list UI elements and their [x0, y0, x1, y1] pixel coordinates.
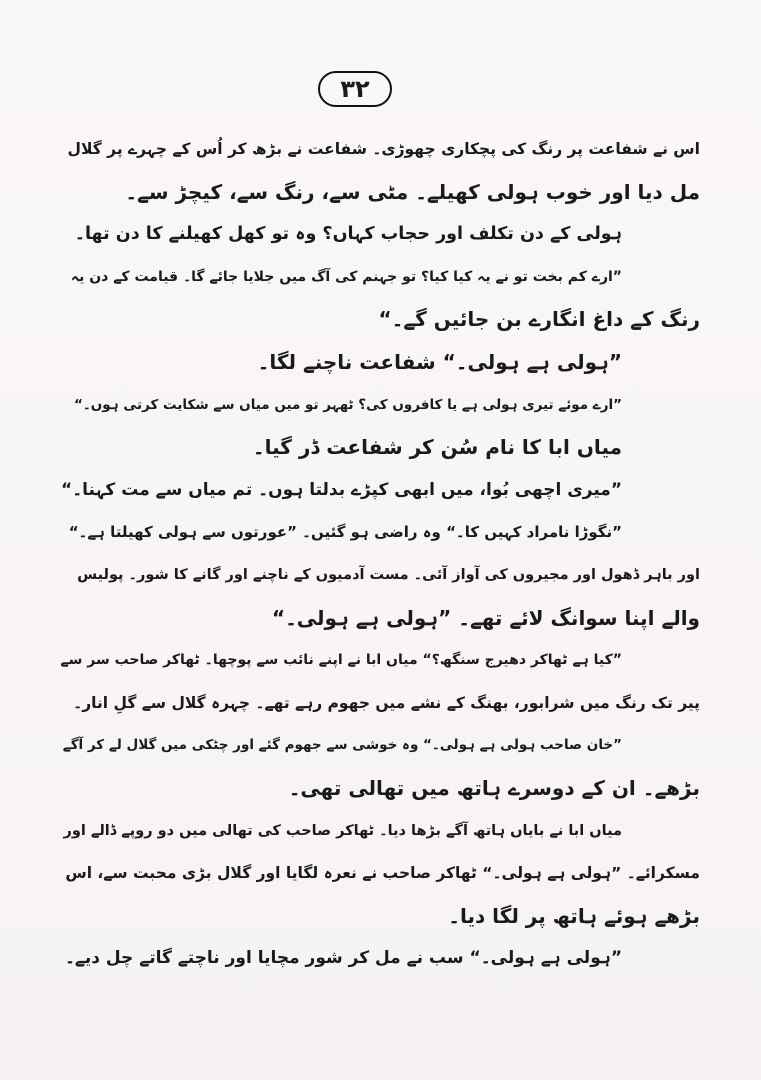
- text-line: بڑھے ہوئے ہاتھ پر لگا دیا۔: [448, 903, 700, 928]
- text-line: مل دیا اور خوب ہولی کھیلے۔ مٹی سے، رنگ سے، کیچڑ سے۔: [125, 179, 700, 204]
- text-line: رنگ کے داغ انگارے بن جائیں گے۔“: [378, 307, 700, 332]
- text-line: ”نگوڑا نامراد کہیں کا۔“ وہ راضی ہو گئیں۔ ”عورتوں سے ہولی کھیلتا ہے۔“: [68, 523, 622, 542]
- text-line: ”میری اچھی بُوا، میں ابھی کپڑے بدلتا ہوں۔ تم میاں سے مت کہنا۔“: [61, 479, 622, 500]
- text-line: والے اپنا سوانگ لائے تھے۔ ”ہولی ہے ہولی۔“: [271, 605, 700, 630]
- text-line: مسکرائے۔ ”ہولی ہے ہولی۔“ ٹھاکر صاحب نے نعرہ لگایا اور گلال بڑی محبت سے، اس: [65, 864, 700, 883]
- text-line: اور باہر ڈھول اور مجیروں کی آواز آئی۔ مست آدمیوں کے ناچنے اور گانے کا شور۔ پولیس: [77, 566, 700, 583]
- page-number-badge: ۳۲: [318, 71, 392, 107]
- text-line: ”ارے موئے تیری ہولی ہے یا کافروں کی؟ ٹھہر تو میں میاں سے شکایت کرتی ہوں۔“: [73, 396, 622, 413]
- text-line: ہولی کے دن تکلف اور حجاب کہاں؟ وہ تو کھل کھیلنے کا دن تھا۔: [74, 224, 622, 245]
- text-line: میاں ابا نے بایاں ہاتھ آگے بڑھا دیا۔ ٹھاکر صاحب کی تھالی میں دو روپے ڈالے اور: [63, 822, 622, 839]
- text-line: ”ہولی ہے ہولی۔“ شفاعت ناچنے لگا۔: [257, 349, 622, 374]
- text-line: ”ارے کم بخت تو نے یہ کیا کیا؟ تو جہنم کی آگ میں جلایا جائے گا۔ قیامت کے دن یہ: [70, 268, 622, 285]
- text-line: ”خان صاحب ہولی ہے ہولی۔“ وہ خوشی سے جھوم گئے اور چٹکی میں گلال لے کر آگے: [62, 737, 622, 754]
- text-line: بڑھے۔ ان کے دوسرے ہاتھ میں تھالی تھی۔: [288, 775, 700, 800]
- text-line: اس نے شفاعت پر رنگ کی پچکاری چھوڑی۔ شفاعت نے بڑھ کر اُس کے چہرے پر گلال: [67, 140, 700, 158]
- text-line: ”ہولی ہے ہولی۔“ سب نے مل کر شور مچایا اور ناچتے گاتے چل دیے۔: [64, 948, 622, 969]
- text-line: ”کیا ہے ٹھاکر دھیرج سنگھ؟“ میاں ابا نے اپنے نائب سے پوچھا۔ ٹھاکر صاحب سر سے: [60, 652, 622, 669]
- text-line: پیر تک رنگ میں شرابور، بھنگ کے نشے میں جھوم رہے تھے۔ چہرہ گلال سے گلِ انار۔: [73, 693, 700, 712]
- page-text-body: [60, 128, 700, 980]
- text-line: میاں ابا کا نام سُن کر شفاعت ڈر گیا۔: [252, 435, 622, 460]
